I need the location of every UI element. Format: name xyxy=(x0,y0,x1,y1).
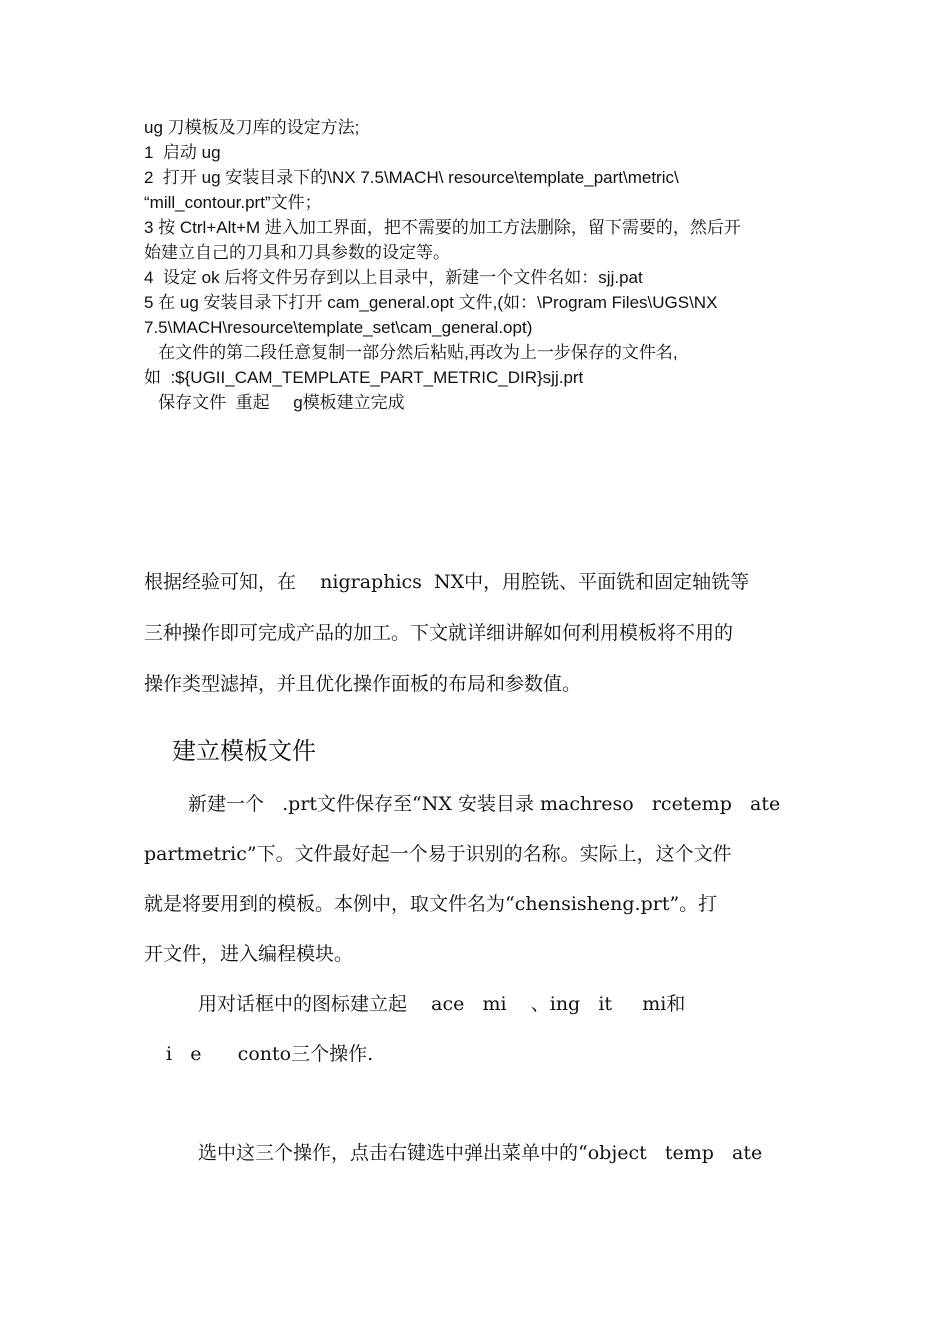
article-paragraph-2-line-3: 就是将要用到的模板。本例中，取文件名为“chensisheng.prt”。打 xyxy=(144,893,718,915)
article-paragraph-1-line-3: 操作类型滤掉，并且优化操作面板的布局和参数值。 xyxy=(144,673,582,695)
intro-step-3-line-1: 3 按 Ctrl+Alt+M 进入加工界面，把不需要的加工方法删除，留下需要的，然后开 xyxy=(144,218,741,237)
intro-step-1: 1 启动 ug xyxy=(144,143,221,162)
article-paragraph-2-line-1: 新建一个 .prt文件保存至“NX 安装目录 machreso rcetemp ate xyxy=(188,793,781,815)
intro-step-2-line-2: “mill_contour.prt”文件； xyxy=(144,193,322,212)
article-paragraph-3-line-1: 用对话框中的图标建立起 ace mi 、ing it mi和 xyxy=(198,993,686,1015)
intro-note-line-1: 在文件的第二段任意复制一部分然后粘贴,再改为上一步保存的文件名, xyxy=(144,343,678,362)
intro-step-5-line-1: 5 在 ug 安装目录下打开 cam_general.opt 文件,(如：\Program Files\UGS\NX xyxy=(144,293,718,312)
intro-note-line-2: 如 :${UGII_CAM_TEMPLATE_PART_METRIC_DIR}sjj.prt xyxy=(144,368,584,387)
intro-note-line-3: 保存文件 重起 g模板建立完成 xyxy=(144,393,405,412)
article-paragraph-1-line-1: 根据经验可知，在 nigraphics NX中，用腔铣、平面铣和固定轴铣等 xyxy=(144,571,750,593)
article-paragraph-2-line-2: partmetric”下。文件最好起一个易于识别的名称。实际上，这个文件 xyxy=(144,843,732,865)
intro-step-3-line-2: 始建立自己的刀具和刀具参数的设定等。 xyxy=(144,243,450,262)
intro-title: ug 刀模板及刀库的设定方法; xyxy=(144,118,360,137)
intro-step-5-line-2: 7.5\MACH\resource\template_set\cam_general.opt) xyxy=(144,318,533,337)
intro-step-2-line-1: 2 打开 ug 安装目录下的\NX 7.5\MACH\ resource\template_part\metric\ xyxy=(144,168,679,187)
section-heading: 建立模板文件 xyxy=(172,737,316,765)
article-paragraph-2-line-4: 开文件，进入编程模块。 xyxy=(144,943,354,965)
article-paragraph-4-line-1: 选中这三个操作，点击右键选中弹出菜单中的“object temp ate xyxy=(198,1142,763,1164)
intro-step-4: 4 设定 ok 后将文件另存到以上目录中，新建一个文件名如：sjj.pat xyxy=(144,268,643,287)
article-paragraph-3-line-2: i e conto三个操作. xyxy=(166,1043,374,1065)
article-paragraph-1-line-2: 三种操作即可完成产品的加工。下文就详细讲解如何利用模板将不用的 xyxy=(144,622,734,644)
